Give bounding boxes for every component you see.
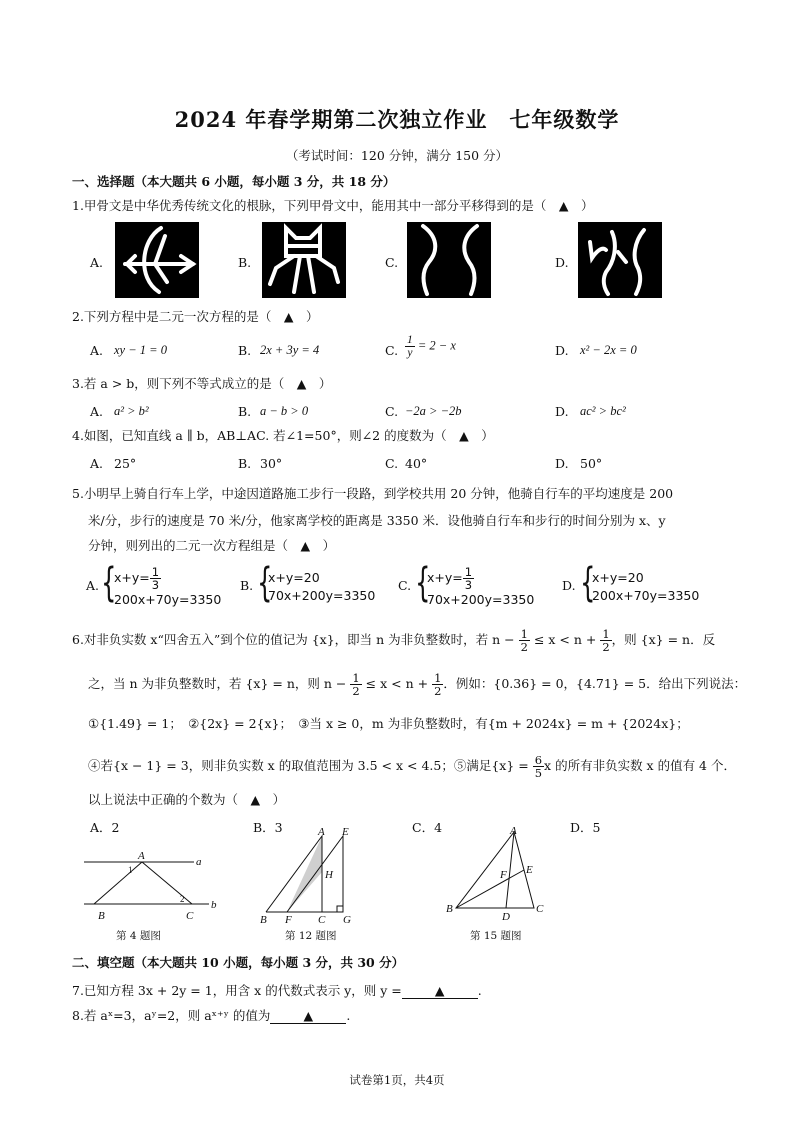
question-2-stem: 2.下列方程中是二元一次方程的是（ ▲ ） [72,309,319,324]
q8-end: . [346,1008,351,1023]
q3-option-a-label: A. [90,404,104,419]
fig12-label-a: A [318,828,325,838]
fig15-label-a: A [510,826,517,837]
fig15-segment-be [456,870,524,908]
q3-option-c-label: C. [385,404,399,419]
exam-info: （考试时间：120 分钟，满分 150 分） [285,148,509,163]
q2-option-b: 2x + 3y = 4 [260,343,320,357]
q5-a-brace: { [101,560,117,606]
question-1-stem: 1.甲骨文是中华优秀传统文化的根脉，下列甲骨文中，能用其中一部分平移得到的是（ ▲ ） [72,198,594,213]
q5-a-eq1: x+y= [114,570,150,586]
figure-4-diagram [84,845,234,925]
question-6-line-3: ①{1.49} = 1； ②{2x} = 2{x}； ③当 x ≥ 0，m 为非负整数时，有{m + 2024x} = m + {2024x}； [88,716,689,731]
q1-option-c-label: C. [385,255,399,270]
q5-a-eq2: 200x+70y=3350 [114,592,222,608]
fig15-triangle-abc [456,832,534,908]
fig15-segment-ad [506,832,514,908]
fig4-label-a: A [138,850,145,862]
fig12-label-c: C [318,914,326,926]
q3-option-d-label: D. [555,404,569,419]
q6-l2-frac2-den: 2 [434,684,442,699]
q5-c-brace: { [415,560,431,606]
q4-option-d: 50° [580,456,603,471]
fig4-label-c: C [186,910,194,922]
figure-15-caption: 第 15 题图 [470,930,522,942]
q5-d-brace: { [580,560,596,606]
q6-option-a: A．2 [90,820,120,835]
fig4-angle-1: 1 [128,865,133,875]
oracle-character-c-image [407,222,491,298]
figure-4-caption: 第 4 题图 [116,930,161,942]
q2-c-numerator: 1 [407,334,413,346]
question-5-line-2: 米/分，步行的速度是 70 米/分，他家离学校的距离是 3350 米．设他骑自行车和步行的时间分别为 x、y [88,513,666,528]
q1-option-b-label: B. [238,255,252,270]
fig12-right-angle-mark [337,906,343,912]
q5-c-eq2: 70x+200y=3350 [427,592,535,608]
q5-b-eq1: x+y=20 [268,570,320,585]
q6-option-d: D．5 [570,820,601,835]
q6-l4-a: ④若{x − 1} = 3，则非负实数 x 的取值范围为 3.5 < x < 4.5；⑤满足{x} = [88,758,529,774]
q6-l2-b: ≤ x < n + [365,676,429,692]
fig4-label-b: B [98,910,105,922]
q6-l2-frac1-num: 1 [352,671,360,685]
q3-option-d: ac² > bc² [580,404,626,418]
question-6-line-2 [88,672,746,697]
q6-option-c: C．4 [412,820,443,835]
q2-option-a: xy − 1 = 0 [114,343,167,357]
q4-option-a-label: A. [90,456,104,471]
q6-l1-b: ≤ x < n + [533,632,597,648]
q5-c-eq1: x+y= [427,570,463,586]
question-5-line-3: 分钟，则列出的二元一次方程组是（ ▲ ） [88,538,336,553]
q6-l1-c: ，则 {x} = n．反 [611,632,716,648]
q6-l2-a: 之，当 n 为非负整数时，若 {x} = n，则 n − [88,676,347,692]
question-7 [72,983,482,999]
fig12-label-h: H [325,869,333,881]
question-4-stem: 4.如图，已知直线 a ∥ b，AB⊥AC. 若∠1=50°，则∠2 的度数为（ ▲ ） [72,428,494,443]
q4-option-b: 30° [260,456,283,471]
q1-option-a-label: A. [90,255,104,270]
fig15-label-d: D [502,911,510,923]
q2-c-denominator: y [407,347,413,360]
question-6-line-5: 以上说法中正确的个数为（ ▲ ） [88,792,286,807]
q1-option-d-label: D. [555,255,569,270]
fig15-label-c: C [536,903,544,915]
oracle-character-a-image [115,222,199,298]
question-6-line-1 [72,628,715,653]
q4-option-c-label: C. [385,456,399,471]
q2-c-rest: = 2 − x [417,338,456,353]
q2-option-a-label: A. [90,343,104,358]
oracle-character-b-image [262,222,346,298]
question-5-line-1: 5.小明早上骑自行车上学，中途因道路施工步行一段路，到学校共用 20 分钟，他骑自行车的平均速度是 200 [72,486,674,501]
q6-l4-frac-num: 6 [534,753,543,767]
q8-answer-blank[interactable]: ▲ [270,1008,346,1024]
q6-l1-a: 6.对非负实数 x“四舍五入”到个位的值记为 {x}，即当 n 为非负整数时，若 n − [72,632,515,648]
q5-option-b-system [268,569,375,605]
q5-option-c-label: C. [398,578,412,593]
q6-l1-frac2-den: 2 [602,640,610,655]
page-footer: 试卷第1页，共4页 [349,1073,445,1087]
figure-12-diagram [258,828,368,926]
section-heading-choice: 一、选择题（本大题共 6 小题，每小题 3 分，共 18 分） [72,174,396,189]
fig4-angle-2: 2 [180,894,185,904]
q2-option-c [405,334,456,359]
fig12-triangle-efg [287,836,343,912]
fig12-label-f: F [285,914,292,926]
q5-option-b-label: B. [240,578,254,593]
q5-option-a-label: A. [86,578,100,593]
q5-b-eq2: 70x+200y=3350 [268,588,376,604]
question-3-stem: 3.若 a > b，则下列不等式成立的是（ ▲ ） [72,376,332,391]
fig12-shaded-region [287,836,322,912]
q6-l2-frac2-num: 1 [434,671,442,685]
q8-stem: 8.若 aˣ=3，aʸ=2，则 aˣ⁺ʸ 的值为 [72,1008,271,1023]
page-title: 2024 年春学期第二次独立作业 七年级数学 [174,107,620,132]
fig15-label-b: B [446,903,453,915]
q4-option-d-label: D. [555,456,569,471]
q7-end: . [477,983,482,998]
q5-option-d-label: D. [562,578,576,593]
fig4-line-b-label: b [211,899,217,911]
q3-option-c: −2a > −2b [405,404,462,418]
q5-c-frac-den: 3 [464,578,473,593]
q6-l1-frac2-num: 1 [602,627,610,641]
q3-option-b: a − b > 0 [260,404,309,418]
q6-l1-frac1-num: 1 [520,627,528,641]
q6-l2-frac1-den: 2 [352,684,360,699]
q6-option-b: B．3 [253,820,283,835]
q2-option-d-label: D. [555,343,569,358]
fig12-label-g: G [343,914,351,926]
fig4-line-a-label: a [196,856,202,868]
fig4-segment-ac [142,862,192,904]
q5-c-frac-num: 1 [464,565,473,579]
fig12-label-e: E [342,828,349,838]
fig15-label-f: F [500,869,507,881]
q6-l2-c: ．例如：{0.36} = 0，{4.71} = 5．给出下列说法： [443,676,747,692]
q2-option-b-label: B. [238,343,252,358]
q4-option-c: 40° [405,456,428,471]
q6-l1-frac1-den: 2 [520,640,528,655]
section-heading-fill-in: 二、填空题（本大题共 10 小题，每小题 3 分，共 30 分） [72,955,405,970]
q7-answer-blank[interactable]: ▲ [402,983,478,999]
q5-a-frac-den: 3 [151,578,160,593]
q6-l4-b: x 的所有非负实数 x 的值有 4 个． [544,758,736,774]
q3-option-b-label: B. [238,404,252,419]
q5-d-eq1: x+y=20 [592,570,644,585]
q5-d-eq2: 200x+70y=3350 [592,588,700,604]
fig4-segment-ab [94,862,142,904]
fig15-label-e: E [526,864,533,876]
q5-b-brace: { [257,560,273,606]
q5-a-frac-num: 1 [151,565,160,579]
q5-option-c-system [427,566,534,609]
figure-12-caption: 第 12 题图 [285,930,337,942]
q6-l4-frac-den: 5 [534,766,543,781]
oracle-character-d-image [578,222,662,298]
question-8 [72,1008,350,1024]
figure-15-diagram [444,826,554,926]
q3-option-a: a² > b² [114,404,149,418]
q2-option-c-label: C. [385,343,399,358]
q4-option-a: 25° [114,456,137,471]
q5-option-d-system [592,569,699,605]
q5-option-a-system [114,566,221,609]
q7-stem: 7.已知方程 3x + 2y = 1，用含 x 的代数式表示 y，则 y = [72,983,402,998]
q2-option-d: x² − 2x = 0 [580,343,637,357]
question-6-line-4 [88,754,736,779]
fig12-label-b: B [260,914,267,926]
q4-option-b-label: B. [238,456,252,471]
